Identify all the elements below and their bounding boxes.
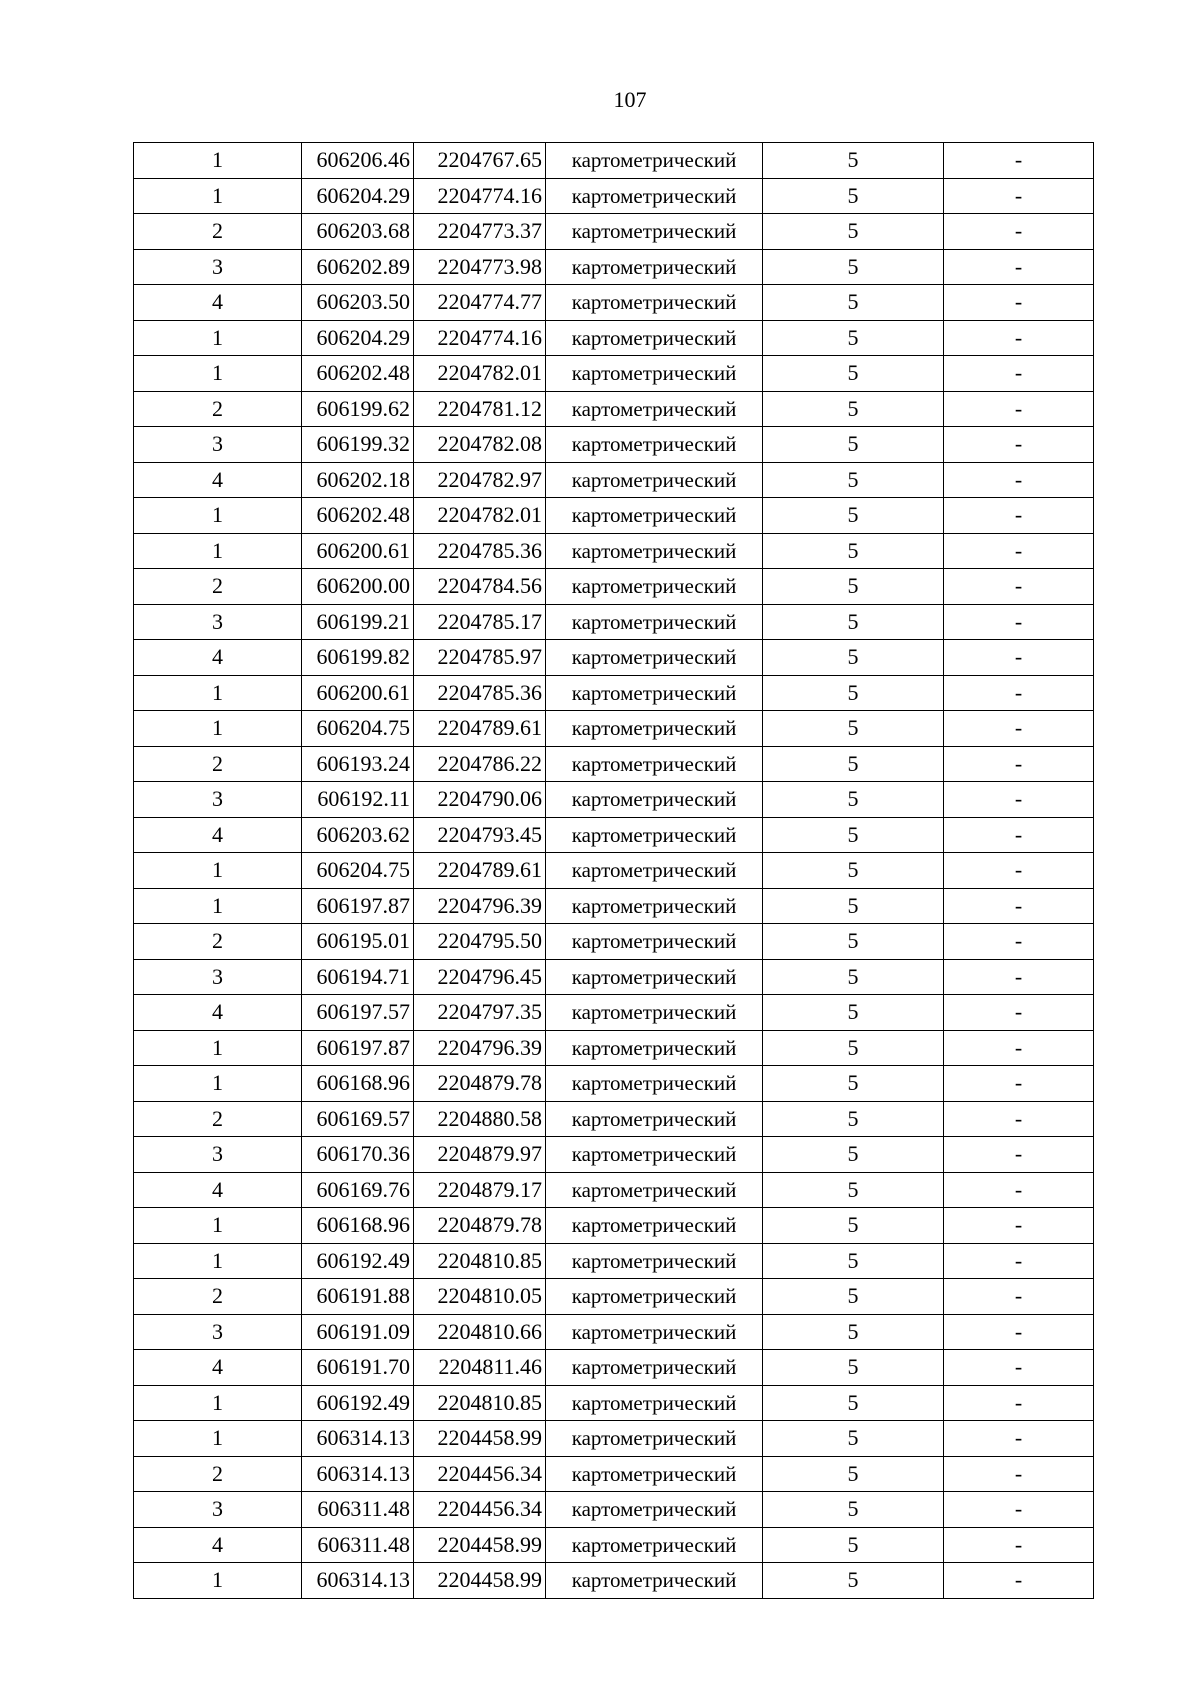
cell-x-coordinate: 606206.46	[302, 143, 414, 179]
cell-method: картометрический	[546, 533, 763, 569]
cell-method: картометрический	[546, 995, 763, 1031]
cell-accuracy: 5	[763, 569, 944, 605]
cell-method: картометрический	[546, 1243, 763, 1279]
cell-method: картометрический	[546, 746, 763, 782]
cell-point-number: 4	[134, 995, 302, 1031]
cell-x-coordinate: 606191.09	[302, 1314, 414, 1350]
cell-point-number: 2	[134, 391, 302, 427]
cell-method: картометрический	[546, 1421, 763, 1457]
cell-point-number: 1	[134, 1243, 302, 1279]
cell-method: картометрический	[546, 817, 763, 853]
cell-remark: -	[944, 427, 1094, 463]
table-row	[134, 746, 1094, 782]
cell-point-number: 4	[134, 1527, 302, 1563]
table-row	[134, 1527, 1094, 1563]
cell-x-coordinate: 606204.29	[302, 320, 414, 356]
table-row	[134, 1279, 1094, 1315]
cell-method: картометрический	[546, 356, 763, 392]
cell-x-coordinate: 606202.18	[302, 462, 414, 498]
table-row	[134, 569, 1094, 605]
cell-point-number: 2	[134, 746, 302, 782]
table-row	[134, 214, 1094, 250]
cell-x-coordinate: 606168.96	[302, 1208, 414, 1244]
cell-x-coordinate: 606170.36	[302, 1137, 414, 1173]
cell-remark: -	[944, 1172, 1094, 1208]
table-row	[134, 853, 1094, 889]
cell-method: картометрический	[546, 285, 763, 321]
cell-y-coordinate: 2204774.16	[414, 178, 546, 214]
cell-remark: -	[944, 1208, 1094, 1244]
cell-point-number: 1	[134, 356, 302, 392]
cell-method: картометрический	[546, 178, 763, 214]
cell-method: картометрический	[546, 1314, 763, 1350]
table-row	[134, 604, 1094, 640]
cell-y-coordinate: 2204796.39	[414, 1030, 546, 1066]
cell-method: картометрический	[546, 711, 763, 747]
cell-accuracy: 5	[763, 427, 944, 463]
cell-accuracy: 5	[763, 1314, 944, 1350]
cell-method: картометрический	[546, 462, 763, 498]
cell-accuracy: 5	[763, 249, 944, 285]
cell-accuracy: 5	[763, 1279, 944, 1315]
cell-x-coordinate: 606197.87	[302, 888, 414, 924]
cell-remark: -	[944, 1385, 1094, 1421]
cell-y-coordinate: 2204879.17	[414, 1172, 546, 1208]
table-row	[134, 1137, 1094, 1173]
cell-x-coordinate: 606203.62	[302, 817, 414, 853]
cell-point-number: 1	[134, 888, 302, 924]
cell-point-number: 1	[134, 853, 302, 889]
cell-remark: -	[944, 640, 1094, 676]
cell-accuracy: 5	[763, 1137, 944, 1173]
cell-x-coordinate: 606311.48	[302, 1492, 414, 1528]
cell-x-coordinate: 606191.88	[302, 1279, 414, 1315]
cell-point-number: 1	[134, 320, 302, 356]
cell-method: картометрический	[546, 143, 763, 179]
cell-remark: -	[944, 1563, 1094, 1599]
cell-remark: -	[944, 959, 1094, 995]
table-row	[134, 533, 1094, 569]
cell-point-number: 2	[134, 1456, 302, 1492]
table-row	[134, 1350, 1094, 1386]
cell-remark: -	[944, 1279, 1094, 1315]
cell-accuracy: 5	[763, 746, 944, 782]
cell-method: картометрический	[546, 1208, 763, 1244]
cell-accuracy: 5	[763, 959, 944, 995]
cell-point-number: 3	[134, 427, 302, 463]
cell-accuracy: 5	[763, 1030, 944, 1066]
cell-remark: -	[944, 924, 1094, 960]
cell-accuracy: 5	[763, 924, 944, 960]
cell-x-coordinate: 606199.62	[302, 391, 414, 427]
table-row	[134, 1421, 1094, 1457]
table-row	[134, 1456, 1094, 1492]
cell-x-coordinate: 606314.13	[302, 1456, 414, 1492]
cell-accuracy: 5	[763, 533, 944, 569]
cell-remark: -	[944, 1527, 1094, 1563]
cell-y-coordinate: 2204810.05	[414, 1279, 546, 1315]
cell-point-number: 2	[134, 214, 302, 250]
cell-y-coordinate: 2204782.01	[414, 498, 546, 534]
cell-x-coordinate: 606204.75	[302, 853, 414, 889]
cell-remark: -	[944, 711, 1094, 747]
cell-x-coordinate: 606199.32	[302, 427, 414, 463]
cell-method: картометрический	[546, 924, 763, 960]
table-row	[134, 320, 1094, 356]
cell-method: картометрический	[546, 1137, 763, 1173]
cell-accuracy: 5	[763, 462, 944, 498]
cell-remark: -	[944, 462, 1094, 498]
cell-remark: -	[944, 285, 1094, 321]
cell-y-coordinate: 2204879.97	[414, 1137, 546, 1173]
cell-point-number: 2	[134, 924, 302, 960]
table-row	[134, 391, 1094, 427]
cell-point-number: 3	[134, 782, 302, 818]
cell-method: картометрический	[546, 640, 763, 676]
cell-method: картометрический	[546, 782, 763, 818]
cell-remark: -	[944, 853, 1094, 889]
cell-accuracy: 5	[763, 1101, 944, 1137]
coordinates-table-body	[134, 143, 1094, 1599]
cell-accuracy: 5	[763, 1527, 944, 1563]
cell-method: картометрический	[546, 1101, 763, 1137]
cell-method: картометрический	[546, 427, 763, 463]
cell-y-coordinate: 2204458.99	[414, 1527, 546, 1563]
cell-x-coordinate: 606199.21	[302, 604, 414, 640]
cell-accuracy: 5	[763, 285, 944, 321]
cell-point-number: 3	[134, 249, 302, 285]
cell-y-coordinate: 2204879.78	[414, 1066, 546, 1102]
cell-method: картометрический	[546, 853, 763, 889]
cell-accuracy: 5	[763, 1066, 944, 1102]
cell-y-coordinate: 2204796.39	[414, 888, 546, 924]
cell-accuracy: 5	[763, 143, 944, 179]
cell-remark: -	[944, 746, 1094, 782]
cell-remark: -	[944, 1101, 1094, 1137]
cell-point-number: 3	[134, 959, 302, 995]
cell-remark: -	[944, 1421, 1094, 1457]
cell-method: картометрический	[546, 959, 763, 995]
table-row	[134, 1492, 1094, 1528]
cell-y-coordinate: 2204789.61	[414, 711, 546, 747]
cell-y-coordinate: 2204795.50	[414, 924, 546, 960]
cell-remark: -	[944, 1137, 1094, 1173]
table-row	[134, 1208, 1094, 1244]
table-row	[134, 498, 1094, 534]
cell-accuracy: 5	[763, 888, 944, 924]
cell-point-number: 1	[134, 533, 302, 569]
cell-x-coordinate: 606197.87	[302, 1030, 414, 1066]
table-row	[134, 1030, 1094, 1066]
cell-y-coordinate: 2204785.36	[414, 675, 546, 711]
cell-point-number: 3	[134, 1137, 302, 1173]
cell-y-coordinate: 2204785.36	[414, 533, 546, 569]
cell-accuracy: 5	[763, 604, 944, 640]
table-row	[134, 995, 1094, 1031]
cell-remark: -	[944, 604, 1094, 640]
cell-method: картометрический	[546, 1066, 763, 1102]
cell-y-coordinate: 2204782.08	[414, 427, 546, 463]
cell-x-coordinate: 606203.68	[302, 214, 414, 250]
cell-y-coordinate: 2204767.65	[414, 143, 546, 179]
cell-point-number: 4	[134, 285, 302, 321]
cell-point-number: 1	[134, 1385, 302, 1421]
cell-accuracy: 5	[763, 498, 944, 534]
cell-remark: -	[944, 1243, 1094, 1279]
table-row	[134, 782, 1094, 818]
cell-y-coordinate: 2204796.45	[414, 959, 546, 995]
table-row	[134, 178, 1094, 214]
cell-y-coordinate: 2204458.99	[414, 1421, 546, 1457]
cell-x-coordinate: 606311.48	[302, 1527, 414, 1563]
cell-remark: -	[944, 569, 1094, 605]
cell-point-number: 1	[134, 143, 302, 179]
cell-x-coordinate: 606204.75	[302, 711, 414, 747]
cell-y-coordinate: 2204785.17	[414, 604, 546, 640]
cell-y-coordinate: 2204810.85	[414, 1385, 546, 1421]
cell-x-coordinate: 606192.11	[302, 782, 414, 818]
cell-accuracy: 5	[763, 817, 944, 853]
table-row	[134, 1563, 1094, 1599]
cell-point-number: 4	[134, 462, 302, 498]
cell-y-coordinate: 2204789.61	[414, 853, 546, 889]
cell-remark: -	[944, 178, 1094, 214]
cell-accuracy: 5	[763, 1421, 944, 1457]
cell-method: картометрический	[546, 1492, 763, 1528]
cell-method: картометрический	[546, 391, 763, 427]
cell-y-coordinate: 2204456.34	[414, 1456, 546, 1492]
cell-x-coordinate: 606195.01	[302, 924, 414, 960]
cell-y-coordinate: 2204456.34	[414, 1492, 546, 1528]
cell-remark: -	[944, 1456, 1094, 1492]
table-row	[134, 924, 1094, 960]
cell-accuracy: 5	[763, 320, 944, 356]
table-row	[134, 1385, 1094, 1421]
cell-remark: -	[944, 1350, 1094, 1386]
cell-method: картометрический	[546, 1563, 763, 1599]
cell-point-number: 4	[134, 1172, 302, 1208]
cell-point-number: 1	[134, 1030, 302, 1066]
cell-point-number: 3	[134, 1314, 302, 1350]
cell-remark: -	[944, 391, 1094, 427]
cell-remark: -	[944, 675, 1094, 711]
cell-y-coordinate: 2204879.78	[414, 1208, 546, 1244]
table-row	[134, 143, 1094, 179]
cell-method: картометрический	[546, 1456, 763, 1492]
cell-point-number: 1	[134, 675, 302, 711]
cell-y-coordinate: 2204773.98	[414, 249, 546, 285]
cell-y-coordinate: 2204790.06	[414, 782, 546, 818]
cell-y-coordinate: 2204773.37	[414, 214, 546, 250]
cell-method: картометрический	[546, 604, 763, 640]
cell-method: картометрический	[546, 1350, 763, 1386]
cell-x-coordinate: 606192.49	[302, 1243, 414, 1279]
cell-y-coordinate: 2204793.45	[414, 817, 546, 853]
cell-x-coordinate: 606204.29	[302, 178, 414, 214]
cell-y-coordinate: 2204782.01	[414, 356, 546, 392]
cell-method: картометрический	[546, 1030, 763, 1066]
cell-method: картометрический	[546, 1385, 763, 1421]
cell-method: картометрический	[546, 675, 763, 711]
cell-x-coordinate: 606314.13	[302, 1563, 414, 1599]
cell-accuracy: 5	[763, 711, 944, 747]
table-row	[134, 1066, 1094, 1102]
cell-point-number: 1	[134, 1563, 302, 1599]
cell-remark: -	[944, 356, 1094, 392]
cell-y-coordinate: 2204810.85	[414, 1243, 546, 1279]
cell-method: картометрический	[546, 320, 763, 356]
table-row	[134, 959, 1094, 995]
cell-accuracy: 5	[763, 782, 944, 818]
cell-point-number: 1	[134, 711, 302, 747]
cell-x-coordinate: 606168.96	[302, 1066, 414, 1102]
cell-remark: -	[944, 498, 1094, 534]
cell-remark: -	[944, 1314, 1094, 1350]
cell-remark: -	[944, 995, 1094, 1031]
cell-point-number: 1	[134, 178, 302, 214]
coordinates-table	[133, 142, 1094, 1599]
cell-remark: -	[944, 888, 1094, 924]
cell-point-number: 1	[134, 1066, 302, 1102]
table-row	[134, 640, 1094, 676]
cell-y-coordinate: 2204781.12	[414, 391, 546, 427]
cell-y-coordinate: 2204784.56	[414, 569, 546, 605]
cell-y-coordinate: 2204786.22	[414, 746, 546, 782]
cell-method: картометрический	[546, 1172, 763, 1208]
table-row	[134, 817, 1094, 853]
cell-point-number: 4	[134, 640, 302, 676]
cell-x-coordinate: 606200.61	[302, 533, 414, 569]
cell-y-coordinate: 2204880.58	[414, 1101, 546, 1137]
cell-x-coordinate: 606202.89	[302, 249, 414, 285]
cell-x-coordinate: 606202.48	[302, 498, 414, 534]
cell-remark: -	[944, 249, 1094, 285]
cell-method: картометрический	[546, 214, 763, 250]
cell-y-coordinate: 2204811.46	[414, 1350, 546, 1386]
cell-y-coordinate: 2204782.97	[414, 462, 546, 498]
cell-remark: -	[944, 533, 1094, 569]
cell-point-number: 1	[134, 1208, 302, 1244]
cell-remark: -	[944, 214, 1094, 250]
cell-x-coordinate: 606199.82	[302, 640, 414, 676]
cell-accuracy: 5	[763, 1563, 944, 1599]
cell-accuracy: 5	[763, 1172, 944, 1208]
table-row	[134, 888, 1094, 924]
cell-x-coordinate: 606169.57	[302, 1101, 414, 1137]
cell-remark: -	[944, 1066, 1094, 1102]
cell-accuracy: 5	[763, 1456, 944, 1492]
cell-x-coordinate: 606200.00	[302, 569, 414, 605]
cell-x-coordinate: 606194.71	[302, 959, 414, 995]
table-row	[134, 1314, 1094, 1350]
cell-remark: -	[944, 320, 1094, 356]
cell-remark: -	[944, 143, 1094, 179]
cell-x-coordinate: 606192.49	[302, 1385, 414, 1421]
cell-remark: -	[944, 1492, 1094, 1528]
cell-y-coordinate: 2204810.66	[414, 1314, 546, 1350]
cell-y-coordinate: 2204797.35	[414, 995, 546, 1031]
cell-x-coordinate: 606191.70	[302, 1350, 414, 1386]
table-row	[134, 711, 1094, 747]
cell-point-number: 3	[134, 604, 302, 640]
cell-point-number: 2	[134, 1279, 302, 1315]
cell-accuracy: 5	[763, 391, 944, 427]
table-row	[134, 249, 1094, 285]
cell-point-number: 1	[134, 1421, 302, 1457]
cell-x-coordinate: 606203.50	[302, 285, 414, 321]
cell-method: картометрический	[546, 1527, 763, 1563]
table-row	[134, 1172, 1094, 1208]
cell-accuracy: 5	[763, 1385, 944, 1421]
table-row	[134, 1101, 1094, 1137]
table-row	[134, 356, 1094, 392]
cell-accuracy: 5	[763, 640, 944, 676]
cell-x-coordinate: 606202.48	[302, 356, 414, 392]
cell-point-number: 1	[134, 498, 302, 534]
cell-method: картометрический	[546, 888, 763, 924]
cell-remark: -	[944, 817, 1094, 853]
cell-y-coordinate: 2204774.77	[414, 285, 546, 321]
page-number: 107	[613, 87, 647, 112]
cell-accuracy: 5	[763, 214, 944, 250]
table-row	[134, 285, 1094, 321]
cell-accuracy: 5	[763, 675, 944, 711]
cell-method: картометрический	[546, 498, 763, 534]
cell-x-coordinate: 606197.57	[302, 995, 414, 1031]
cell-y-coordinate: 2204774.16	[414, 320, 546, 356]
cell-accuracy: 5	[763, 1243, 944, 1279]
cell-point-number: 4	[134, 1350, 302, 1386]
cell-accuracy: 5	[763, 1350, 944, 1386]
cell-remark: -	[944, 1030, 1094, 1066]
cell-method: картометрический	[546, 569, 763, 605]
cell-accuracy: 5	[763, 178, 944, 214]
cell-accuracy: 5	[763, 1208, 944, 1244]
cell-y-coordinate: 2204458.99	[414, 1563, 546, 1599]
cell-accuracy: 5	[763, 1492, 944, 1528]
cell-point-number: 3	[134, 1492, 302, 1528]
cell-x-coordinate: 606193.24	[302, 746, 414, 782]
table-row	[134, 427, 1094, 463]
cell-accuracy: 5	[763, 995, 944, 1031]
cell-x-coordinate: 606314.13	[302, 1421, 414, 1457]
cell-point-number: 2	[134, 569, 302, 605]
table-row	[134, 1243, 1094, 1279]
cell-point-number: 4	[134, 817, 302, 853]
cell-point-number: 2	[134, 1101, 302, 1137]
cell-x-coordinate: 606169.76	[302, 1172, 414, 1208]
cell-accuracy: 5	[763, 853, 944, 889]
cell-method: картометрический	[546, 249, 763, 285]
cell-method: картометрический	[546, 1279, 763, 1315]
cell-x-coordinate: 606200.61	[302, 675, 414, 711]
table-row	[134, 675, 1094, 711]
cell-remark: -	[944, 782, 1094, 818]
table-row	[134, 462, 1094, 498]
cell-y-coordinate: 2204785.97	[414, 640, 546, 676]
cell-accuracy: 5	[763, 356, 944, 392]
